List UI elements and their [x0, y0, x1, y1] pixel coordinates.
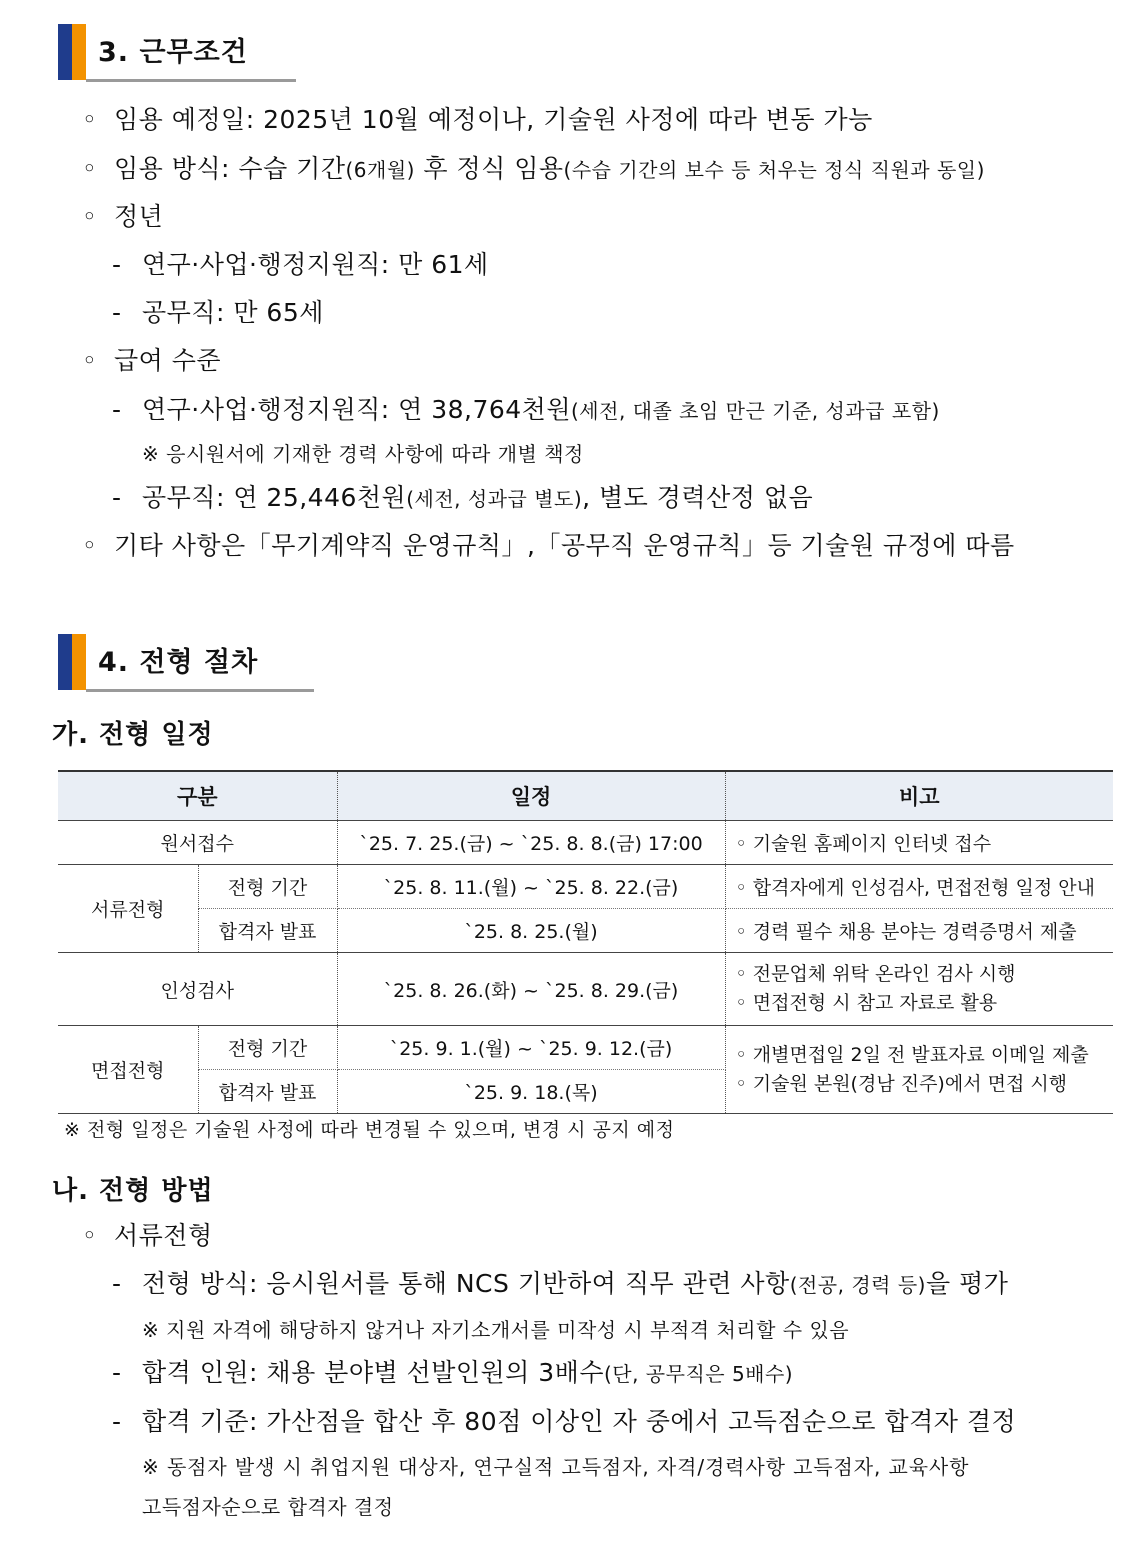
dash-marker: - [112, 483, 122, 512]
table-row [58, 821, 1113, 865]
row-date: `25. 9. 1.(월) ~ `25. 9. 12.(금) [337, 1026, 725, 1070]
method-pass-count [112, 1357, 793, 1390]
note-line: ◦ 기술원 본원(경남 진주)에서 면접 시행 [735, 1072, 1068, 1095]
note-text: 고득점자순으로 합격자 결정 [142, 1495, 394, 1519]
note-text: 동점자 발생 시 취업지원 대상자, 연구실적 고득점자, 자격/경력사항 고득점자, 교육사항 [166, 1455, 970, 1479]
method-evaluation [112, 1268, 1008, 1301]
item-salary-public [112, 482, 813, 515]
item-text: 임용 예정일: 2025년 10월 예정이나, 기술원 사정에 따라 변동 가능 [114, 105, 873, 134]
row-date: `25. 8. 25.(월) [337, 909, 725, 953]
item-small-text: (세전, 성과급 별도) [406, 487, 583, 511]
item-text: 전형 방식: 응시원서를 통해 NCS 기반하여 직무 관련 사항 [142, 1269, 790, 1298]
section-4-title: 4. 전형 절차 [98, 647, 259, 678]
item-text: 공무직: 연 25,446천원 [142, 483, 407, 512]
item-text: 급여 수준 [114, 346, 222, 375]
table-header-row [58, 771, 1113, 821]
item-text: 정년 [114, 202, 164, 231]
item-text: 합격 기준: 가산점을 합산 후 80점 이상인 자 중에서 고득점순으로 합격자 결정 [142, 1407, 1017, 1436]
note-line: ◦ 개별면접일 2일 전 발표자료 이메일 제출 [735, 1043, 1089, 1066]
row-date: `25. 8. 11.(월) ~ `25. 8. 22.(금) [337, 865, 725, 909]
item-small-text: (전공, 경력 등) [789, 1273, 926, 1297]
item-small-text: (수습 기간의 보수 등 처우는 정식 직원과 동일) [563, 158, 985, 182]
item-other [82, 530, 1015, 562]
item-small-text: (단, 공무직은 5배수) [603, 1362, 794, 1386]
item-salary [82, 345, 221, 377]
item-retirement [82, 201, 163, 233]
header-category: 구분 [58, 771, 337, 821]
method-evaluation-note [142, 1316, 849, 1344]
header-accent-blue [58, 24, 72, 80]
item-retirement-research [112, 249, 489, 281]
bullet-marker: ◦ [82, 531, 98, 560]
row-subcategory: 전형 기간 [198, 1026, 337, 1070]
method-document [82, 1220, 213, 1252]
method-pass-criteria [112, 1406, 1016, 1438]
row-note [725, 953, 1113, 1026]
row-note: ◦ 기술원 홈페이지 인터넷 접수 [725, 821, 1113, 865]
method-tie-note-cont [142, 1493, 394, 1521]
row-note: ◦ 합격자에게 인성검사, 면접전형 일정 안내 [725, 865, 1113, 909]
note-line: ◦ 면접전형 시 참고 자료로 활용 [735, 992, 998, 1014]
header-accent-orange [72, 24, 86, 80]
row-category: 원서접수 [58, 821, 337, 865]
header-schedule: 일정 [337, 771, 725, 821]
row-date: `25. 8. 26.(화) ~ `25. 8. 29.(금) [337, 953, 725, 1026]
item-text: 공무직: 만 65세 [142, 298, 324, 327]
note-marker: ※ [142, 442, 160, 466]
row-category: 면접전형 [58, 1026, 198, 1114]
header-underline [86, 79, 296, 82]
table-footnote: ※ 전형 일정은 기술원 사정에 따라 변경될 수 있으며, 변경 시 공지 예정 [64, 1119, 675, 1141]
item-text: , 별도 경력산정 없음 [582, 483, 814, 512]
table-row [58, 865, 1113, 909]
dash-marker: - [112, 1358, 122, 1387]
note-marker: ※ [142, 1318, 160, 1342]
item-text: 연구·사업·행정지원직: 만 61세 [142, 250, 489, 279]
row-subcategory: 전형 기간 [198, 865, 337, 909]
header-accent-blue [58, 634, 72, 690]
item-small-text: (6개월) [345, 158, 415, 182]
row-note [725, 1026, 1113, 1114]
note-text: 응시원서에 기재한 경력 사항에 따라 개별 책정 [166, 442, 584, 466]
bullet-marker: ◦ [82, 105, 98, 134]
item-text: 기타 사항은「무기계약직 운영규칙」,「공무직 운영규칙」등 기술원 규정에 따름 [114, 531, 1015, 560]
bullet-marker: ◦ [82, 154, 98, 183]
note-marker: ※ [142, 1455, 160, 1479]
sub-heading-schedule: 가. 전형 일정 [52, 720, 214, 750]
item-text: 합격 인원: 채용 분야별 선발인원의 3배수 [142, 1358, 604, 1387]
table-row [58, 953, 1113, 1026]
dash-marker: - [112, 298, 122, 327]
item-salary-note [142, 440, 584, 468]
sub-heading-method: 나. 전형 방법 [52, 1176, 214, 1206]
header-underline [86, 689, 314, 692]
item-small-text: (세전, 대졸 초임 만근 기준, 성과급 포함) [571, 399, 940, 423]
row-date: `25. 9. 18.(목) [337, 1070, 725, 1114]
item-employment-method [82, 153, 985, 186]
schedule-table [58, 770, 1113, 1114]
note-text: 지원 자격에 해당하지 않거나 자기소개서를 미작성 시 부적격 처리할 수 있음 [166, 1318, 850, 1342]
header-accent-orange [72, 634, 86, 690]
item-text: 서류전형 [114, 1221, 213, 1250]
header-remarks: 비고 [725, 771, 1113, 821]
section-3-title: 3. 근무조건 [98, 37, 248, 68]
table-row [58, 909, 1113, 953]
row-subcategory: 합격자 발표 [198, 1070, 337, 1114]
row-note: ◦ 경력 필수 채용 분야는 경력증명서 제출 [725, 909, 1113, 953]
method-tie-note [142, 1453, 969, 1481]
row-date: `25. 7. 25.(금) ~ `25. 8. 8.(금) 17:00 [337, 821, 725, 865]
dash-marker: - [112, 395, 122, 424]
dash-marker: - [112, 250, 122, 279]
bullet-marker: ◦ [82, 1221, 98, 1250]
bullet-marker: ◦ [82, 346, 98, 375]
item-start-date [82, 104, 873, 136]
item-text: 을 평가 [925, 1269, 1009, 1298]
row-category: 인성검사 [58, 953, 337, 1026]
dash-marker: - [112, 1269, 122, 1298]
row-category: 서류전형 [58, 865, 198, 953]
dash-marker: - [112, 1407, 122, 1436]
note-line: ◦ 전문업체 위탁 온라인 검사 시행 [735, 963, 1016, 985]
bullet-marker: ◦ [82, 202, 98, 231]
item-salary-research [112, 394, 940, 427]
item-text: 연구·사업·행정지원직: 연 38,764천원 [142, 395, 571, 424]
item-text: 임용 방식: 수습 기간 [114, 154, 346, 183]
row-subcategory: 합격자 발표 [198, 909, 337, 953]
table-row [58, 1026, 1113, 1070]
item-retirement-public [112, 297, 324, 329]
item-text: 후 정식 임용 [414, 154, 564, 183]
